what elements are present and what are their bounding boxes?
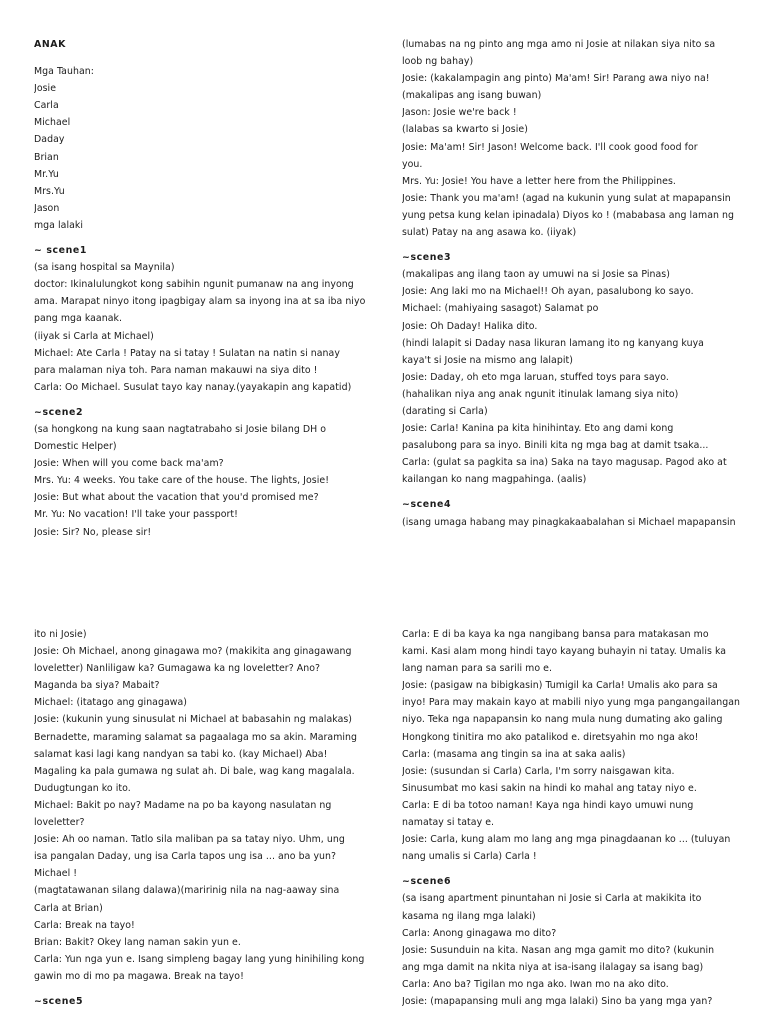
blank-line bbox=[34, 53, 384, 63]
script-line: Mr. Yu: No vacation! I'll take your passport! bbox=[34, 509, 238, 521]
script-line: Mrs. Yu: 4 weeks. You take care of the house. The lights, Josie! bbox=[34, 475, 330, 487]
column-left bbox=[34, 626, 384, 1010]
script-line: Josie: Carla, kung alam mo lang ang mga pinagdaanan ko ... (tuluyan bbox=[402, 834, 731, 846]
column-left bbox=[34, 36, 384, 541]
script-line: mga lalaki bbox=[34, 219, 84, 231]
scene-heading: ~scene2 bbox=[34, 406, 84, 418]
script-line: Carla: E di ba kaya ka nga nangibang bansa para matakasan mo bbox=[402, 629, 709, 640]
script-line: nang umalis si Carla) Carla ! bbox=[402, 851, 537, 863]
script-line: Michael ! bbox=[34, 868, 78, 880]
script-line: pasalubong para sa inyo. Binili kita ng mga bag at damit tsaka... bbox=[402, 440, 709, 452]
script-line: Jason bbox=[34, 202, 60, 214]
script-line: Carla: Anong ginagawa mo dito? bbox=[402, 927, 557, 939]
script-line: doctor: Ikinalulungkot kong sabihin ngunit pumanaw na ang inyong bbox=[34, 279, 354, 291]
script-line: (isang umaga habang may pinagkakaabalahan si Michael mapapansin bbox=[402, 516, 736, 528]
script-line: Josie: (kukunin yung sinusulat ni Michael at babasahin ng malakas) bbox=[34, 714, 353, 726]
script-line: Michael: Ate Carla ! Patay na si tatay ! Sulatan na natin si nanay bbox=[34, 347, 340, 359]
script-line: Dudugtungan ko ito. bbox=[34, 782, 131, 794]
script-line: Josie: (susundan si Carla) Carla, I'm sorry naisgawan kita. bbox=[402, 765, 675, 777]
script-line: lang naman para sa sarili mo e. bbox=[402, 663, 553, 675]
script-line: Magaling ka pala gumawa ng sulat ah. Di bale, wag kang magalala. bbox=[34, 765, 355, 777]
blank-line bbox=[402, 865, 742, 873]
script-line: Josie: Ah oo naman. Tatlo sila maliban pa sa tatay niyo. Uhm, ung bbox=[34, 834, 345, 846]
script-line: Bernadette, maraming salamat sa pagaalaga mo sa akin. Maraming bbox=[34, 731, 358, 743]
script-line: Carla: Ano ba? Tigilan mo nga ako. Iwan mo na ako dito. bbox=[402, 978, 669, 990]
script-line: Sinusumbat mo kasi sakin na hindi ko mahal ang tatay niyo e. bbox=[402, 782, 697, 794]
column-right bbox=[402, 36, 742, 531]
script-line: Josie: Thank you ma'am! (agad na kukunin yung sulat at mapapansin bbox=[402, 192, 731, 204]
blank-line bbox=[34, 985, 384, 993]
script-line: (sa hongkong na kung saan nagtatrabaho si Josie bilang DH o bbox=[34, 423, 327, 435]
script-line: you. bbox=[402, 158, 423, 170]
script-line: Josie: Ma'am! Sir! Jason! Welcome back. I'll cook good food for bbox=[402, 141, 698, 153]
script-line: Michael: (mahiyaing sasagot) Salamat po bbox=[402, 303, 599, 315]
blank-line bbox=[34, 396, 384, 404]
script-line: kasama ng ilang mga lalaki) bbox=[402, 910, 536, 922]
blank-line bbox=[34, 234, 384, 242]
script-line: Domestic Helper) bbox=[34, 441, 117, 453]
script-line: (hahalikan niya ang anak ngunit itinulak lamang siya nito) bbox=[402, 388, 679, 400]
script-line: Mrs.Yu bbox=[34, 185, 65, 197]
script-line: Daday bbox=[34, 134, 65, 146]
script-line: Josie: Daday, oh eto mga laruan, stuffed toys para sayo. bbox=[402, 371, 669, 383]
script-line: (sa isang apartment pinuntahan ni Josie si Carla at makikita ito bbox=[402, 893, 702, 905]
script-line: Josie: Carla! Kanina pa kita hinihintay. Eto ang dami kong bbox=[402, 423, 674, 435]
script-line: (makalipas ang isang buwan) bbox=[402, 90, 542, 102]
script-line: Michael: (itatago ang ginagawa) bbox=[34, 697, 187, 709]
script-line: Mr.Yu bbox=[34, 168, 59, 180]
script-line: yung petsa kung kelan ipinadala) Diyos ko ! (mababasa ang laman ng bbox=[402, 209, 734, 221]
script-line: isa pangalan Daday, ung isa Carla tapos ung isa ... ano ba yun? bbox=[34, 851, 337, 863]
script-line: Josie: But what about the vacation that you'd promised me? bbox=[34, 492, 319, 504]
script-line: Carla: (gulat sa pagkita sa ina) Saka na tayo magusap. Pagod ako at bbox=[402, 457, 727, 469]
script-line: Josie bbox=[34, 83, 57, 95]
blank-line bbox=[402, 241, 742, 249]
script-line: loob ng bahay) bbox=[402, 56, 474, 68]
page-lower-half bbox=[0, 612, 768, 1024]
script-line: (magtatawanan silang dalawa)(maririnig nila na nag-aaway sina bbox=[34, 885, 340, 897]
script-line: Josie: (kakalampagin ang pinto) Ma'am! Sir! Parang awa niyo na! bbox=[402, 73, 710, 85]
script-line: Josie: When will you come back ma'am? bbox=[34, 458, 224, 470]
script-line: ito ni Josie) bbox=[34, 629, 87, 640]
script-line: Josie: Susunduin na kita. Nasan ang mga gamit mo dito? (kukunin bbox=[402, 944, 715, 956]
script-line: ama. Marapat ninyo itong ipagbigay alam sa inyong ina at sa iba niyo bbox=[34, 296, 366, 308]
scene-heading: ~scene5 bbox=[34, 995, 84, 1007]
script-line: Mga Tauhan: bbox=[34, 66, 94, 78]
script-line: Carla: Break na tayo! bbox=[34, 919, 135, 931]
scene-heading: ANAK bbox=[34, 39, 67, 50]
column-right bbox=[402, 626, 742, 1010]
script-line: kaya't si Josie na mismo ang lalapit) bbox=[402, 354, 573, 366]
script-line: (lalabas sa kwarto si Josie) bbox=[402, 124, 528, 136]
script-line: kailangan ko nang magpahinga. (aalis) bbox=[402, 474, 587, 486]
script-line: salamat kasi lagi kang nandyan sa tabi ko. (kay Michael) Aba! bbox=[34, 748, 328, 760]
script-line: loveletter? bbox=[34, 817, 85, 829]
script-line: Brian bbox=[34, 151, 59, 163]
script-line: Brian: Bakit? Okey lang naman sakin yun e. bbox=[34, 936, 241, 948]
script-line: Josie: Oh Michael, anong ginagawa mo? (makikita ang ginagawang bbox=[34, 646, 352, 658]
script-line: (darating si Carla) bbox=[402, 405, 488, 417]
scene-heading: ~scene6 bbox=[402, 876, 452, 888]
script-line: pang mga kaanak. bbox=[34, 313, 123, 325]
script-line: niyo. Teka nga napapansin ko nang mula nung dumating ako galing bbox=[402, 714, 723, 726]
script-line: Carla: Yun nga yun e. Isang simpleng bagay lang yung hinihiling kong bbox=[34, 953, 365, 965]
script-line: Maganda ba siya? Mabait? bbox=[34, 680, 160, 692]
script-line: Carla: E di ba totoo naman! Kaya nga hindi kayo umuwi nung bbox=[402, 799, 694, 811]
blank-line bbox=[402, 488, 742, 496]
scene-heading: ~scene4 bbox=[402, 499, 452, 511]
script-line: (hindi lalapit si Daday nasa likuran lamang ito ng kanyang kuya bbox=[402, 337, 704, 349]
script-line: loveletter) Nanliligaw ka? Gumagawa ka ng loveletter? Ano? bbox=[34, 663, 321, 675]
script-line: (iiyak si Carla at Michael) bbox=[34, 330, 154, 342]
script-line: para malaman niya toh. Para naman makauwi na siya dito ! bbox=[34, 364, 318, 376]
script-line: (lumabas na ng pinto ang mga amo ni Josie at nilakan siya nito sa bbox=[402, 39, 716, 50]
script-line: (makalipas ang ilang taon ay umuwi na si Josie sa Pinas) bbox=[402, 269, 670, 281]
script-line: Josie: Ang laki mo na Michael!! Oh ayan, pasalubong ko sayo. bbox=[402, 286, 694, 298]
script-line: Mrs. Yu: Josie! You have a letter here from the Philippines. bbox=[402, 175, 676, 187]
script-line: Jason: Josie we're back ! bbox=[402, 107, 517, 119]
script-line: Josie: (pasigaw na bibigkasin) Tumigil ka Carla! Umalis ako para sa bbox=[402, 680, 718, 692]
scene-heading: ~ scene1 bbox=[34, 245, 87, 257]
script-line: Josie: (mapapansing muli ang mga lalaki) Sino ba yang mga yan? bbox=[402, 995, 713, 1007]
script-line: kami. Kasi alam mong hindi tayo kayang buhayin ni tatay. Umalis ka bbox=[402, 646, 727, 658]
script-line: Carla: Oo Michael. Susulat tayo kay nanay.(yayakapin ang kapatid) bbox=[34, 381, 352, 393]
script-line: Josie: Sir? No, please sir! bbox=[34, 526, 152, 538]
script-line: inyo! Para may makain kayo at mabili niyo yung mga pangangailangan bbox=[402, 697, 741, 709]
script-line: gawin mo di mo pa magawa. Break na tayo! bbox=[34, 970, 244, 982]
script-line: Hongkong tinitira mo ako patalikod e. diretsyahin mo nga ako! bbox=[402, 731, 699, 743]
script-line: (sa isang hospital sa Maynila) bbox=[34, 262, 175, 274]
script-line: Josie: Oh Daday! Halika dito. bbox=[402, 320, 538, 332]
script-line: Michael bbox=[34, 117, 71, 129]
script-line: ang mga damit na nkita niya at isa-isang ilalagay sa isang bag) bbox=[402, 961, 704, 973]
scene-heading: ~scene3 bbox=[402, 252, 452, 264]
script-line: Michael: Bakit po nay? Madame na po ba kayong nasulatan ng bbox=[34, 799, 332, 811]
script-line: namatay si tatay e. bbox=[402, 817, 495, 829]
script-line: sulat) Patay na ang asawa ko. (iiyak) bbox=[402, 227, 577, 239]
script-line: Carla bbox=[34, 100, 59, 112]
script-line: Carla: (masama ang tingin sa ina at saka aalis) bbox=[402, 748, 626, 760]
script-line: Carla at Brian) bbox=[34, 902, 103, 914]
